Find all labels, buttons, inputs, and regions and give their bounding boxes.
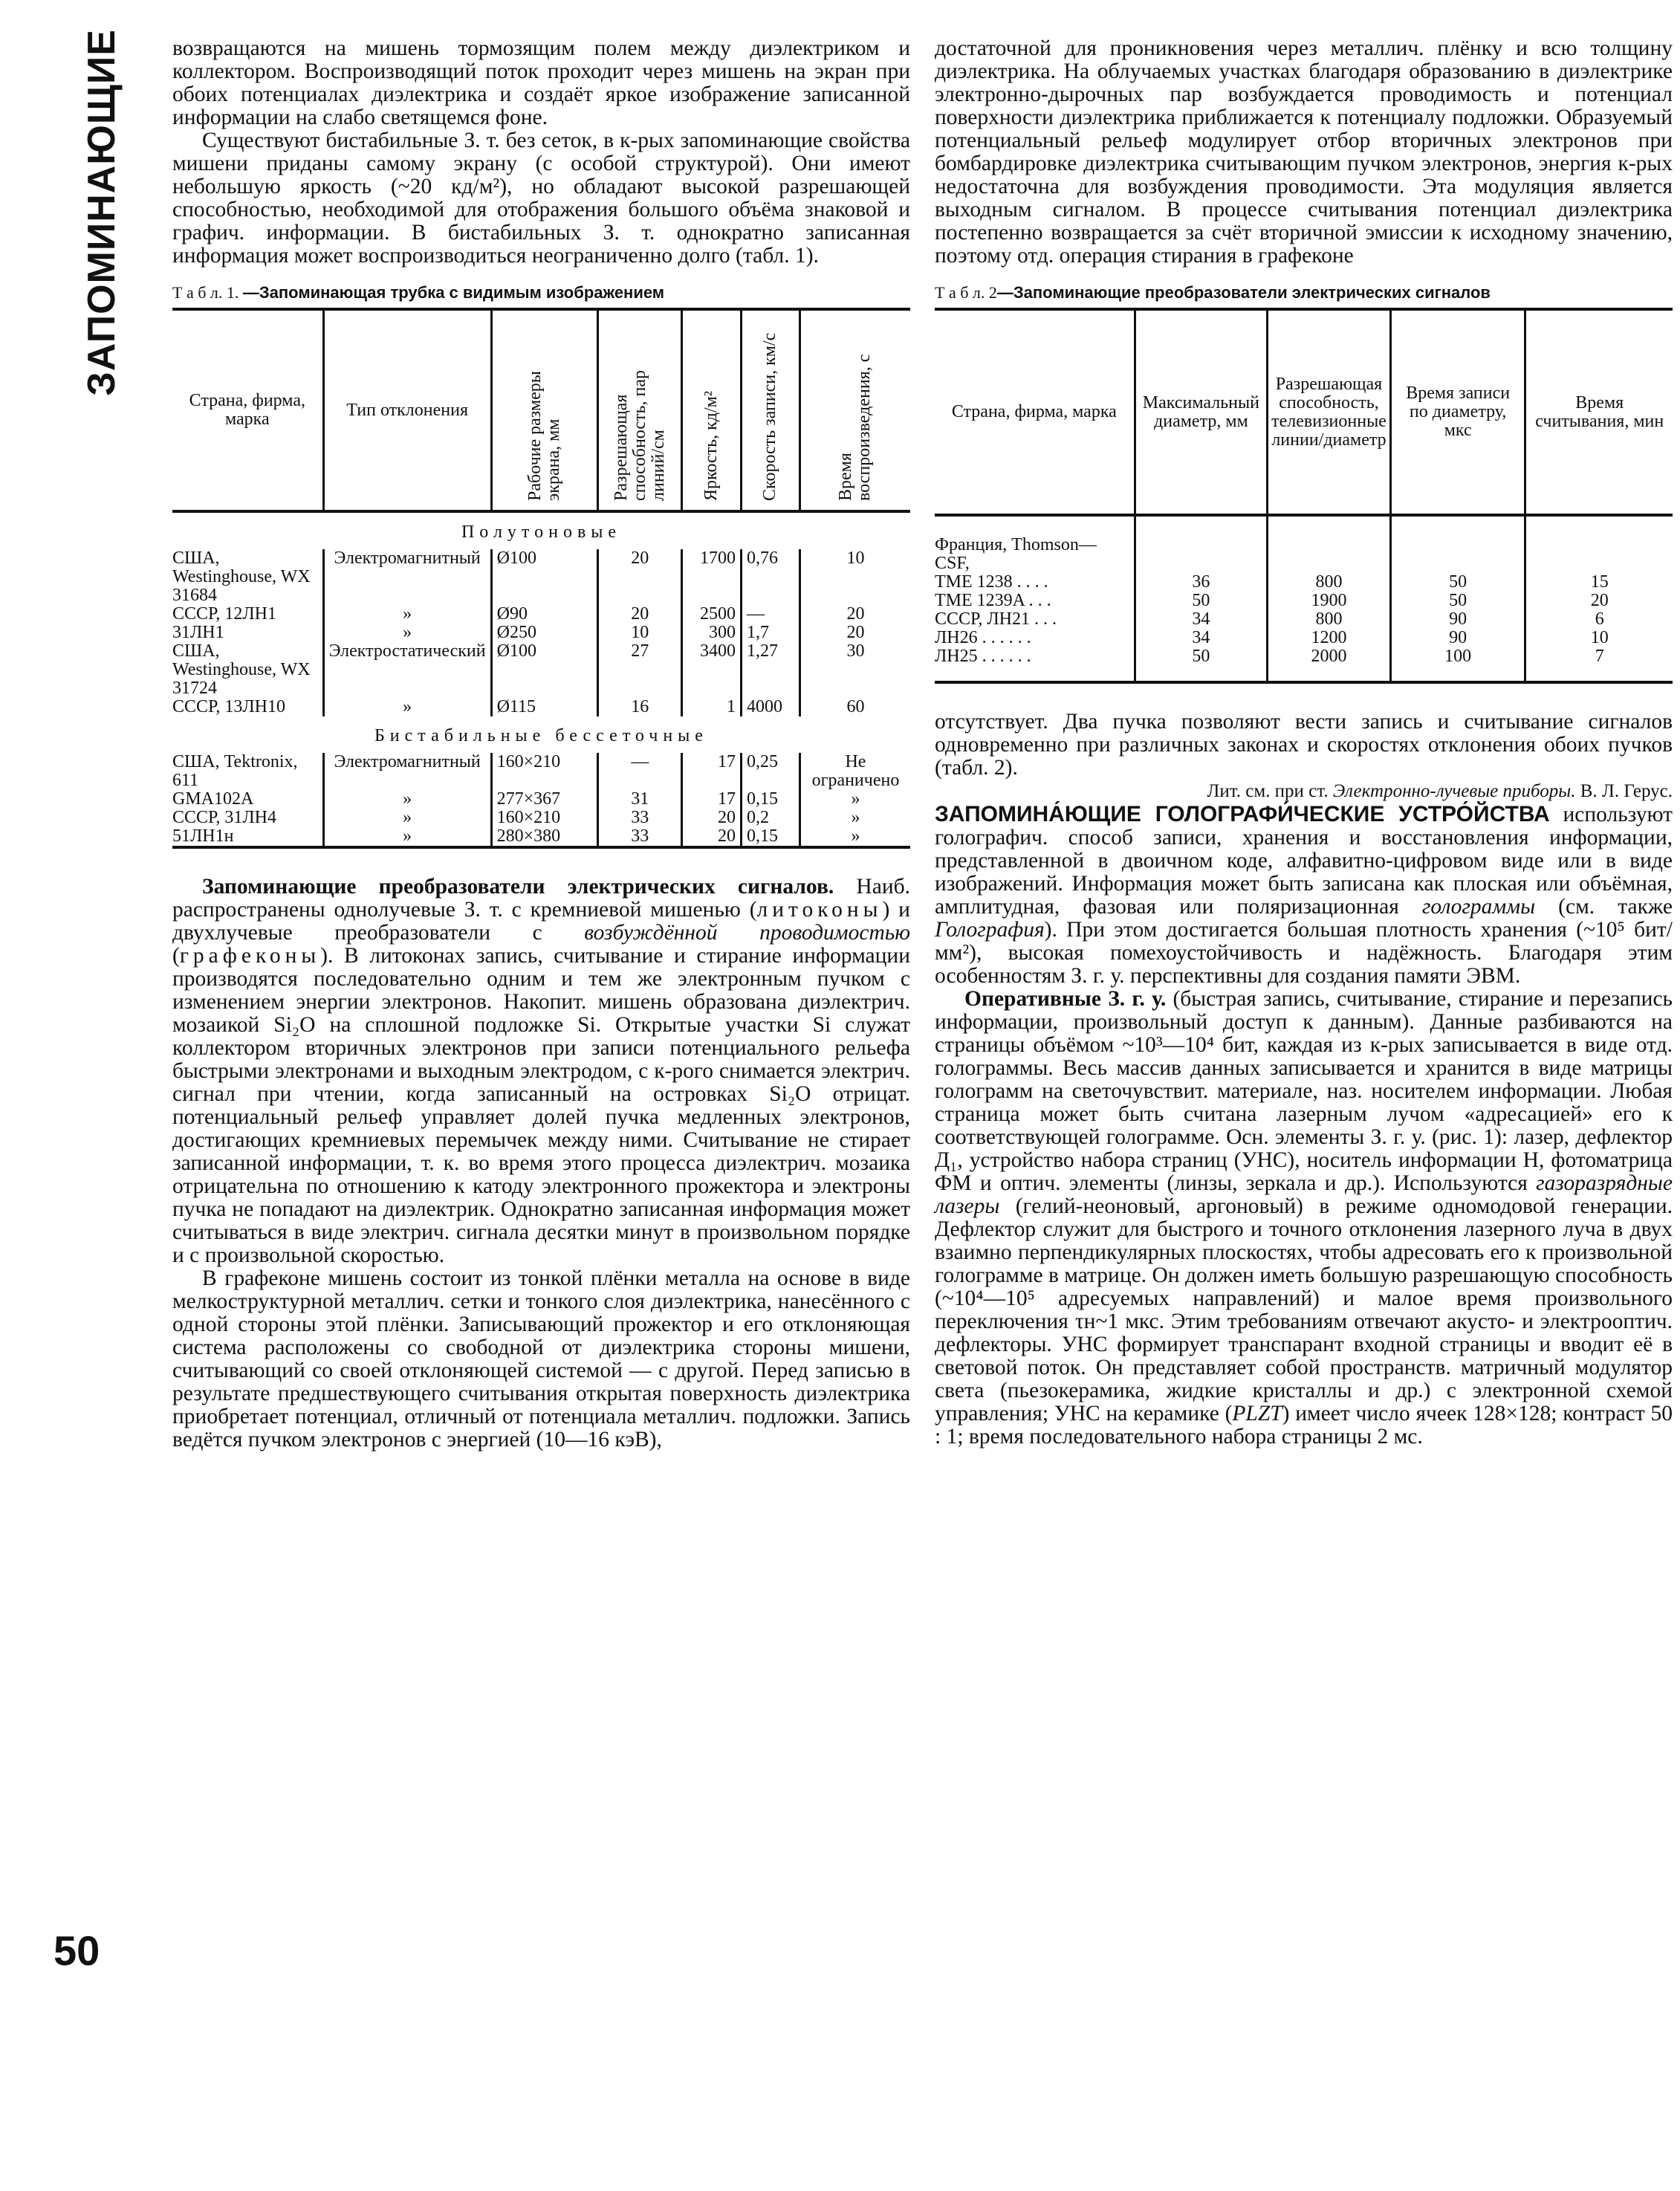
- table-group-row: [172, 511, 910, 549]
- running-head: [68, 29, 135, 396]
- column-header: [491, 309, 598, 511]
- table-cell: Ø100: [491, 549, 598, 605]
- table-cell: —: [598, 753, 682, 790]
- text-segment: ). В литоконах запись, считывание и стирание информации производятся последовательно одним и тем же электронным пучком с изменением энергии электронов. Накопит. мишень образована диэлектрич. мозаикой Si₂O на сплошной подложке Si. Открытые участки Si служат коллектором вторичных электронов при записи потенциального рельефа быстрыми электронами и выходным электродом, с к-рого снимается электрич. сигнал при чтении, когда записанный на островках Si₂O отрицат. потенциальный рельеф управляет долей пучка медленных электронов, достигающих кремниевых перемычек между ними. Считывание не стирает записанной информации, т. к. во время этого процесса диэлектрич. мозаика отрицательна по отношению к катоду электронного прожектора и электроны пучка не попадают на диэлектрик. Однократно записанная информация может считываться в виде электрич. сигнала десятки минут в произвольном порядке и с произвольной скоростью.: [172, 944, 910, 1267]
- table-cell: 1900: [1268, 592, 1391, 610]
- header-text: Время воспроизведения, с: [836, 354, 875, 501]
- table-cell: 800: [1268, 610, 1391, 629]
- table-cell: 60: [800, 698, 910, 716]
- table-cell: 27: [598, 642, 682, 698]
- table-cell: США, Tektronix, 611: [172, 752, 298, 790]
- table-row: [935, 629, 1673, 647]
- column-header: Страна, фирма, марка: [172, 309, 323, 511]
- table-cell: 10: [800, 549, 910, 605]
- table-cell: TME 1238 . . . .: [935, 572, 1048, 592]
- text-segment: Лит. см. при ст.: [1207, 781, 1333, 801]
- headword: ЗАПОМИНА́ЮЩИЕ ГОЛОГРАФИ́ЧЕСКИЕ УСТРО́ЙСТВА: [935, 802, 1550, 826]
- table-cell: 90: [1390, 629, 1525, 647]
- table-cell: 50: [1135, 592, 1268, 610]
- paragraph: [172, 1267, 910, 1452]
- text-segment: (быстрая запись, считывание, стирание и перезапись информации, произвольный доступ к данным). Данные разбиваются на страницы объёмом ~10³—10⁴ бит, каждая из к-рых записывается в виде отд. голограммы. Весь массив данных записывается и хранится в виде матрицы голограмм на светочувствит. материале, наз. носителем информации. Любая страница может быть считана лазерным лучом «адресацией» его к соответствующей голограмме. Осн. элементы З. г. у. (рис. 1): лазер, дефлектор Д₁, устройство набора страниц (УНС), носитель информации Н, фотоматрица ФМ и оптич. элементы (линзы, зеркала и др.). Используются: [935, 987, 1673, 1195]
- table-row: [172, 753, 910, 790]
- table-label: Т а б л. 2: [935, 283, 997, 302]
- table-cell: СССР, ЛН21 . . .: [935, 609, 1057, 629]
- table-cell: 50: [1135, 647, 1268, 682]
- text-segment: отсутствует. Два пучка позволяют вести запись и считывание сигналов одновременно при различных законах и скоростях отклонения обоих пучков (табл. 2).: [935, 710, 1673, 780]
- table-cell: »: [323, 809, 491, 827]
- text-segment: графеконы: [179, 944, 321, 968]
- table-cell: 800: [1268, 573, 1391, 592]
- table-cell: 50: [1390, 573, 1525, 592]
- table-cell: Не ограничено: [800, 753, 910, 790]
- table-cell: »: [323, 790, 491, 809]
- header-text: Скорость записи, км/с: [760, 332, 780, 501]
- column-header: Разрешающая способность, телевизионные линии/диаметр: [1268, 309, 1391, 515]
- header-text: Рабочие размеры экрана, мм: [525, 371, 563, 501]
- table-cell: Ø90: [491, 605, 598, 624]
- paragraph: [935, 988, 1673, 1449]
- table-cell: 0,15: [741, 827, 800, 847]
- table-cell: »: [323, 605, 491, 624]
- table-label: Т а б л. 1.: [172, 283, 239, 302]
- table-cell: 4000: [741, 698, 800, 716]
- table-row: [935, 610, 1673, 629]
- table-cell: 17: [682, 790, 742, 809]
- running-head-text: ЗАПОМИНАЮЩИЕ: [80, 29, 123, 396]
- text-segment: газоразрядные лазеры: [935, 1171, 1673, 1218]
- table-cell: 1: [682, 698, 742, 716]
- table-cell: 1,7: [741, 624, 800, 642]
- column-header: Время записи по диаметру, мкс: [1390, 309, 1525, 515]
- table-row: [172, 642, 910, 698]
- table-group-row: [172, 716, 910, 753]
- table-row: [935, 647, 1673, 682]
- table-cell: 160×210: [491, 753, 598, 790]
- column-header: [598, 309, 682, 511]
- table-cell: 300: [682, 624, 742, 642]
- table-cell: 20: [682, 827, 742, 847]
- table-cell: Ø115: [491, 698, 598, 716]
- table-cell: GMA102A: [172, 789, 254, 809]
- table-row: [172, 698, 910, 716]
- table-cell: 20: [598, 605, 682, 624]
- table-cell: —: [741, 605, 800, 624]
- text-segment: В. Л. Герус.: [1575, 781, 1673, 801]
- table-cell: США, Westinghouse, WX 31724: [172, 641, 311, 698]
- text-segment: В графеконе мишень состоит из тонкой плёнки металла на основе в виде мелкоструктурной металлич. сетки и тонкого слоя диэлектрика, нанесённого с одной стороны этой плёнки. Записывающий прожектор и его отклоняющая система расположены со свободной от диэлектрика стороны мишени, считывающий со своей отклоняющей системой — с другой. Перед записью в результате предшествующего считывания открытая поверхность диэлектрика приобретает потенциал, отличный от потенциала металлич. подложки. Запись ведётся пучком электронов с энергией (10—16 кэВ),: [172, 1266, 910, 1452]
- text-segment: Существуют бистабильные З. т. без сеток, в к-рых запоминающие свойства мишени приданы самому экрану (с особой структурой). Они имеют небольшую яркость (~20 кд/м²), но обладают высокой разрешающей способностью, необходимой для отображения большого объёма знаковой и графич. информации. В бистабильных З. т. однократно записанная информация может воспроизводиться неограниченно долго (табл. 1).: [172, 129, 910, 268]
- table-cell: СССР, 13ЛН10: [172, 697, 285, 716]
- table-cell: »: [800, 809, 910, 827]
- table-row: [172, 549, 910, 605]
- table-cell: 33: [598, 809, 682, 827]
- table-cell: ЛН26 . . . . . .: [935, 628, 1031, 647]
- table-row: [935, 573, 1673, 592]
- table-cell: 100: [1390, 647, 1525, 682]
- table-title: —Запоминающая трубка с видимым изображением: [242, 283, 665, 302]
- text-segment: достаточной для проникновения через металлич. плёнку и всю толщину диэлектрика. На облучаемых участках благодаря образованию в диэлектрике электронно-дырочных пар возбуждается проводимость и потенциал поверхности диэлектрика приближается к потенциалу подложки. Образуемый потенциальный рельеф модулирует отбор вторичных электронов при бомбардировке диэлектрика считывающим пучком электронов, энергия к-рых недостаточна для возбуждения проводимости. Эта модуляция является выходным сигналом. В процессе считывания потенциал диэлектрика постепенно возвращается за счёт вторичной эмиссии к исходному значению, поэтому отд. операция стирания в графеконе: [935, 36, 1673, 268]
- table-cell: 10: [598, 624, 682, 642]
- table-row: [172, 790, 910, 809]
- table-cell: 30: [800, 642, 910, 698]
- column-header: Максимальный диаметр, мм: [1135, 309, 1268, 515]
- table-cell: 2500: [682, 605, 742, 624]
- table-cell: Электростатический: [323, 642, 491, 698]
- table-cell: 10: [1525, 629, 1673, 647]
- text-segment: ) имеет число ячеек 128×128; контраст 50 : 1; время последовательного набора страницы 2 мс.: [935, 1402, 1673, 1449]
- table-cell: 0,76: [741, 549, 800, 605]
- text-segment: возбуждённой проводимостью: [584, 921, 910, 945]
- paragraph: [172, 876, 910, 1267]
- text-segment: Голография: [935, 918, 1045, 942]
- literature-reference: [935, 780, 1673, 803]
- group-title: Полутоновые: [461, 522, 622, 542]
- table-row: [172, 624, 910, 642]
- text-segment: возвращаются на мишень тормозящим полем между диэлектриком и коллектором. Воспроизводящий поток проходит через мишень на экран при обоих потенциалах диэлектрика и создаёт яркое изображение записанной информации на слабо светящемся фоне.: [172, 36, 910, 129]
- table-cell: 1700: [682, 549, 742, 605]
- column-header: [682, 309, 742, 511]
- table-cell: Ø250: [491, 624, 598, 642]
- table-cell: 0,25: [741, 753, 800, 790]
- table-cell: 0,15: [741, 790, 800, 809]
- column-header: Тип отклонения: [323, 309, 491, 511]
- table-cell: 31ЛН1: [172, 623, 224, 642]
- table-cell: 277×367: [491, 790, 598, 809]
- paragraph: [172, 37, 910, 129]
- table-cell: 20: [682, 809, 742, 827]
- text-segment: Электронно-лучевые приборы.: [1332, 781, 1576, 801]
- table-cell: »: [800, 790, 910, 809]
- header-text: Разрешающая способность, пар линий/см: [611, 370, 668, 501]
- table1-caption: [172, 284, 910, 302]
- table-cell: 160×210: [491, 809, 598, 827]
- header-text: Яркость, кд/м²: [701, 390, 721, 501]
- text-segment: PLZT: [1232, 1402, 1282, 1425]
- table-cell: 16: [598, 698, 682, 716]
- paragraph: [935, 37, 1673, 268]
- paragraph: [172, 129, 910, 268]
- table-cell: 20: [800, 605, 910, 624]
- table2-caption: [935, 284, 1673, 302]
- table-cell: 20: [598, 549, 682, 605]
- table-cell: TME 1239A . . .: [935, 591, 1051, 610]
- table-cell: 31: [598, 790, 682, 809]
- table-cell: 15: [1525, 573, 1673, 592]
- column-header: [741, 309, 800, 511]
- paragraph: [935, 711, 1673, 780]
- text-segment: голограммы: [1421, 895, 1536, 919]
- bold-lead: Оперативные З. г. у.: [964, 987, 1167, 1011]
- text-segment: используют голографич. способ записи, хранения и восстановления информации, представленной в двоичном коде, алфавитно-цифровом виде или в виде изображений. Информация может быть записана как плоская или объёмная, амплитудная, фазовая или поляризационная: [935, 803, 1673, 919]
- table-cell: Электромагнитный: [323, 549, 491, 605]
- column-header: Время считывания, мин: [1525, 309, 1673, 515]
- text-segment: ) и двухлучевые преобразователи с: [172, 898, 910, 945]
- table-cell: Электромагнитный: [323, 753, 491, 790]
- column-header: Страна, фирма, марка: [935, 309, 1135, 515]
- table-2: [935, 308, 1673, 684]
- table-cell: 3400: [682, 642, 742, 698]
- table-cell: 20: [800, 624, 910, 642]
- table-row: [172, 827, 910, 847]
- table-title: —Запоминающие преобразователи электрических сигналов: [996, 283, 1491, 302]
- table-cell: СССР, 31ЛН4: [172, 808, 276, 827]
- table-cell: »: [323, 624, 491, 642]
- table-cell: »: [323, 827, 491, 847]
- table-cell: ЛН25 . . . . . .: [935, 647, 1031, 666]
- table-cell: 0,2: [741, 809, 800, 827]
- text-segment: ). При этом достигается большая плотность хранения (~10⁵ бит/мм²), высокая помехоустойчивость и надёжность. Благодаря этим особенностям З. г. у. перспективны для создания памяти ЭВМ.: [935, 918, 1673, 988]
- table-cell: 2000: [1268, 647, 1391, 682]
- table-1: [172, 308, 910, 849]
- text-segment: Наиб. распространены однолучевые З. т. с кремниевой мишенью (: [172, 875, 910, 922]
- table-cell: СССР, 12ЛН1: [172, 604, 276, 624]
- table-cell: 1,27: [741, 642, 800, 698]
- right-column: [935, 37, 1673, 1449]
- table-cell: 33: [598, 827, 682, 847]
- group-title: Бистабильные бессеточные: [374, 726, 708, 745]
- table-cell: 34: [1135, 629, 1268, 647]
- left-column: [172, 37, 910, 1452]
- table-cell: 90: [1390, 610, 1525, 629]
- table-cell: Ø100: [491, 642, 598, 698]
- table-cell: »: [800, 827, 910, 847]
- bold-lead: Запоминающие преобразователи электрических сигналов.: [202, 875, 834, 899]
- table-cell: 280×380: [491, 827, 598, 847]
- table-cell: 50: [1390, 592, 1525, 610]
- table-cell: США, Westinghouse, WX 31684: [172, 548, 311, 605]
- column-header: [800, 309, 910, 511]
- table-row: [172, 605, 910, 624]
- table-cell: 36: [1135, 573, 1268, 592]
- text-segment: (см. также: [1535, 895, 1673, 919]
- table-body: [172, 511, 910, 847]
- table-cell: 20: [1525, 592, 1673, 610]
- table-cell: 6: [1525, 610, 1673, 629]
- table-row: [172, 809, 910, 827]
- table-cell: »: [323, 698, 491, 716]
- table-cell: 7: [1525, 647, 1673, 682]
- article-entry: [935, 803, 1673, 988]
- table-cell: 34: [1135, 610, 1268, 629]
- text-segment: (гелий-неоновый, аргоновый) в режиме одномодовой генерации. Дефлектор служит для быстрого и точного отклонения лазерного луча в двух взаимно перпендикулярных плоскостях, чтобы адресовать его к произвольной голограмме в матрице. Он должен иметь большую разрешающую способность (~10⁴—10⁵ адресуемых направлений) и малое время произвольного переключения τн~1 мкс. Этим требованиям отвечают акусто- и электрооптич. дефлекторы. УНС формирует транспарант входной страницы и вводит её в световой поток. Он представляет собой пространств. матричный модулятор света (пьезокерамика, жидкие кристаллы и др.) с электронной схемой управления; УНС на керамике (: [935, 1194, 1673, 1425]
- text-segment: литоконы: [756, 898, 883, 922]
- table-cell: 1200: [1268, 629, 1391, 647]
- text-segment: (: [172, 944, 180, 968]
- table-row: [935, 592, 1673, 610]
- table-cell: Франция, Thomson—CSF,: [935, 535, 1097, 573]
- page-number: 50: [53, 1927, 100, 1974]
- table-cell: 51ЛН1н: [172, 826, 234, 846]
- table-group-row: [935, 515, 1673, 573]
- table-cell: 17: [682, 753, 742, 790]
- table-body: [935, 515, 1673, 682]
